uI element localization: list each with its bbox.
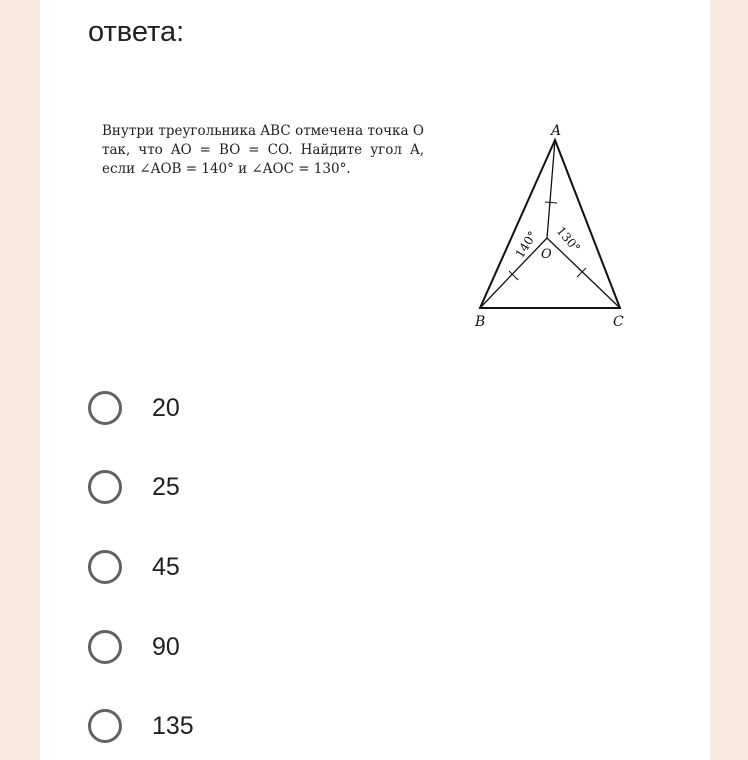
- option-label: 90: [152, 632, 180, 661]
- tick-ao: [545, 202, 557, 203]
- problem-text: Внутри треугольника ABC отмечена точка O так, что AO = BO = CO. Найдите угол A, если ∠AOB = 140° и ∠AOC = 130°.: [102, 123, 424, 177]
- radio-circle-icon[interactable]: [88, 470, 122, 504]
- option-item[interactable]: [88, 388, 180, 428]
- option-item[interactable]: [88, 706, 194, 746]
- option-item[interactable]: [88, 627, 180, 667]
- option-label: 25: [152, 472, 180, 501]
- segment-co: [547, 238, 620, 308]
- angle-aob-label: 140°: [512, 228, 540, 261]
- vertex-b-label: B: [475, 314, 486, 330]
- option-item[interactable]: [88, 547, 180, 587]
- segment-bo: [480, 238, 547, 308]
- tick-co: [577, 268, 586, 277]
- triangle-figure: [465, 118, 645, 338]
- radio-circle-icon[interactable]: [88, 630, 122, 664]
- center-o-label: O: [541, 247, 552, 262]
- vertex-c-label: C: [613, 314, 624, 330]
- angle-aoc-label: 130°: [553, 223, 584, 256]
- radio-circle-icon[interactable]: [88, 391, 122, 425]
- option-label: 20: [152, 393, 180, 422]
- option-label: 45: [152, 552, 180, 581]
- radio-circle-icon[interactable]: [88, 550, 122, 584]
- vertex-a-label: A: [551, 123, 562, 139]
- question-title: ответа:: [88, 16, 185, 48]
- triangle-abc: [480, 140, 620, 308]
- radio-circle-icon[interactable]: [88, 709, 122, 743]
- option-item[interactable]: [88, 467, 180, 507]
- option-label: 135: [152, 711, 194, 740]
